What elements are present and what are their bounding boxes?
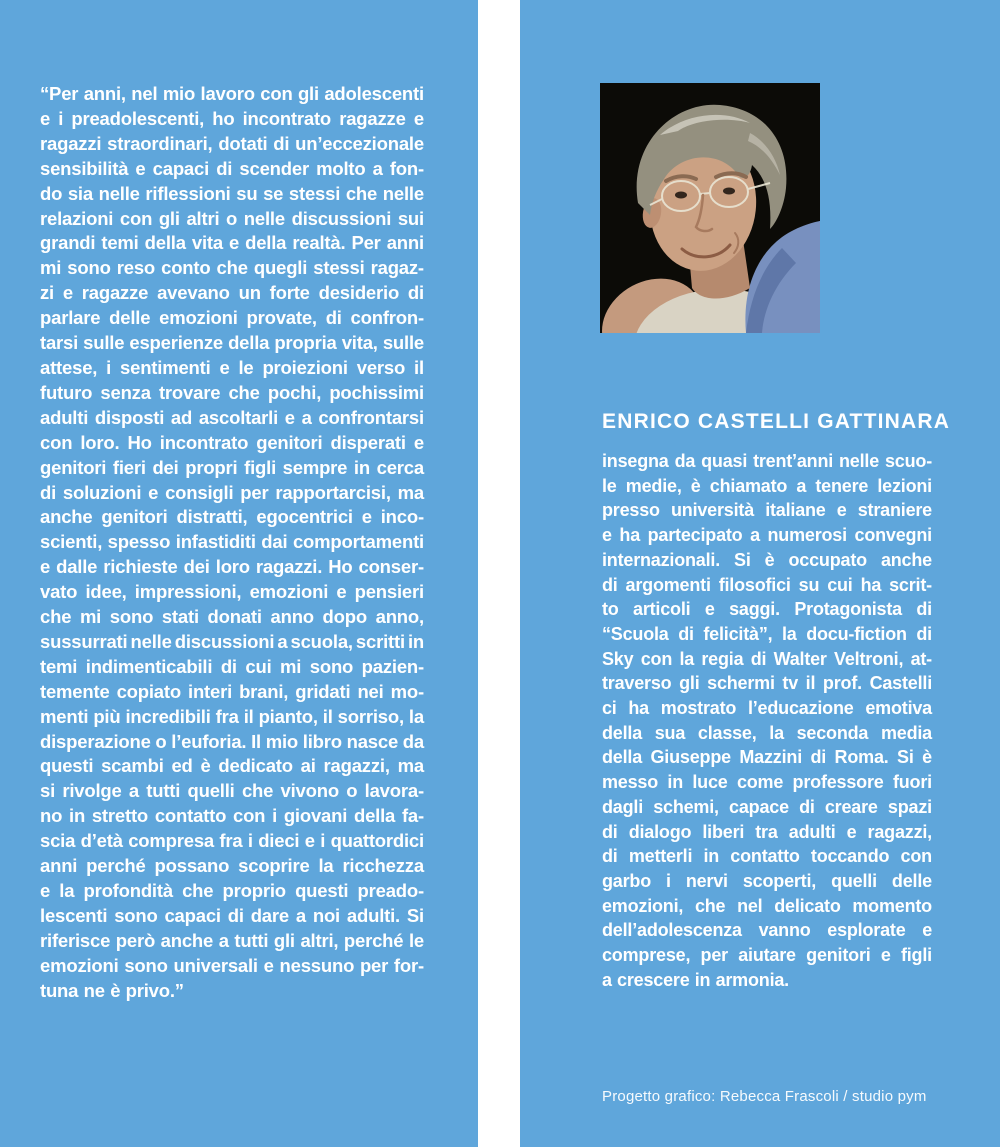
- author-quote-paragraph: “Per anni, nel mio lavoro con gli adolescenti e i preadolescenti, ho incontrato ragazze e ragazzi straordinari, dotati di un’eccezionale sensibilità e capaci di scender molto a fon- do sia nelle riflessioni su se stessi che nelle relazioni con gli altri o nelle discussioni sui grandi temi della vita e della realtà. Per anni mi sono reso conto che quegli stessi ragaz- zi e ragazze avevano un forte desiderio di parlare delle emozioni provate, di confron- tarsi sulle esperienze della propria vita, sulle attese, i sentimenti e le proiezioni verso il futuro senza trovare che pochi, pochissimi adulti disposti ad ascoltarli e a confrontarsi con loro. Ho incontrato genitori disperati e genitori fieri dei propri figli sempre in cerca di soluzioni e consigli per rapportarcisi, ma anche genitori distratti, egocentrici e inco- scienti, spesso infastiditi dai comportamenti e dalle richieste dei loro ragazzi. Ho conser- vato idee, impressioni, emozioni e pensieri che mi sono stati donati anno dopo anno, sussurrati nelle discussioni a scuola, scritti in temi indimenticabili di cui mi sono pazien- temente copiato interi brani, gridati nei mo- menti più incredibili fra il pianto, il sorriso, la disperazione o l’euforia. Il mio libro nasce da questi scambi ed è dedicato ai ragazzi, ma si rivolge a tutti quelli che vivono o lavora- no in stretto contatto con i giovani della fa- scia d’età compresa fra i dieci e i quattordici anni perché possano scoprire la ricchezza e la profondità che proprio questi preado- lescenti sono capaci di dare a noi adulti. Si riferisce però anche a tutti gli altri, perché le emozioni sono universali e nessuno per for- tuna ne è privo.”: [40, 83, 424, 1001]
- author-name-heading: ENRICO CASTELLI GATTINARA: [602, 410, 951, 433]
- portrait-eye-right: [723, 188, 735, 195]
- author-portrait-image: [600, 83, 820, 333]
- left-flap-panel: [0, 0, 478, 1147]
- author-photo: [600, 83, 820, 333]
- right-flap-panel: [520, 0, 1000, 1147]
- portrait-eye-left: [675, 192, 687, 199]
- author-bio-paragraph: insegna da quasi trent’anni nelle scuo- le medie, è chiamato a tenere lezioni presso università italiane e straniere e ha partecipato a numerosi convegni internazionali. Si è occupato anche di argomenti filosofici su cui ha scrit- to articoli e saggi. Protagonista di “Scuola di felicità”, la docu-fiction di Sky con la regia di Walter Veltroni, at- traverso gli schermi tv il prof. Castelli ci ha mostrato l’educazione emotiva della sua classe, la seconda media della Giuseppe Mazzini di Roma. Si è messo in luce come professore fuori dagli schemi, capace di creare spazi di dialogo liberi tra adulti e ragazzi, di metterli in contatto toccando con garbo i nervi scoperti, quelli delle emozioni, che nel delicato momento dell’adolescenza vanno esplorate e comprese, per aiutare genitori e figli a crescere in armonia.: [602, 451, 932, 990]
- design-credit: Progetto grafico: Rebecca Frascoli / studio pym: [602, 1088, 927, 1105]
